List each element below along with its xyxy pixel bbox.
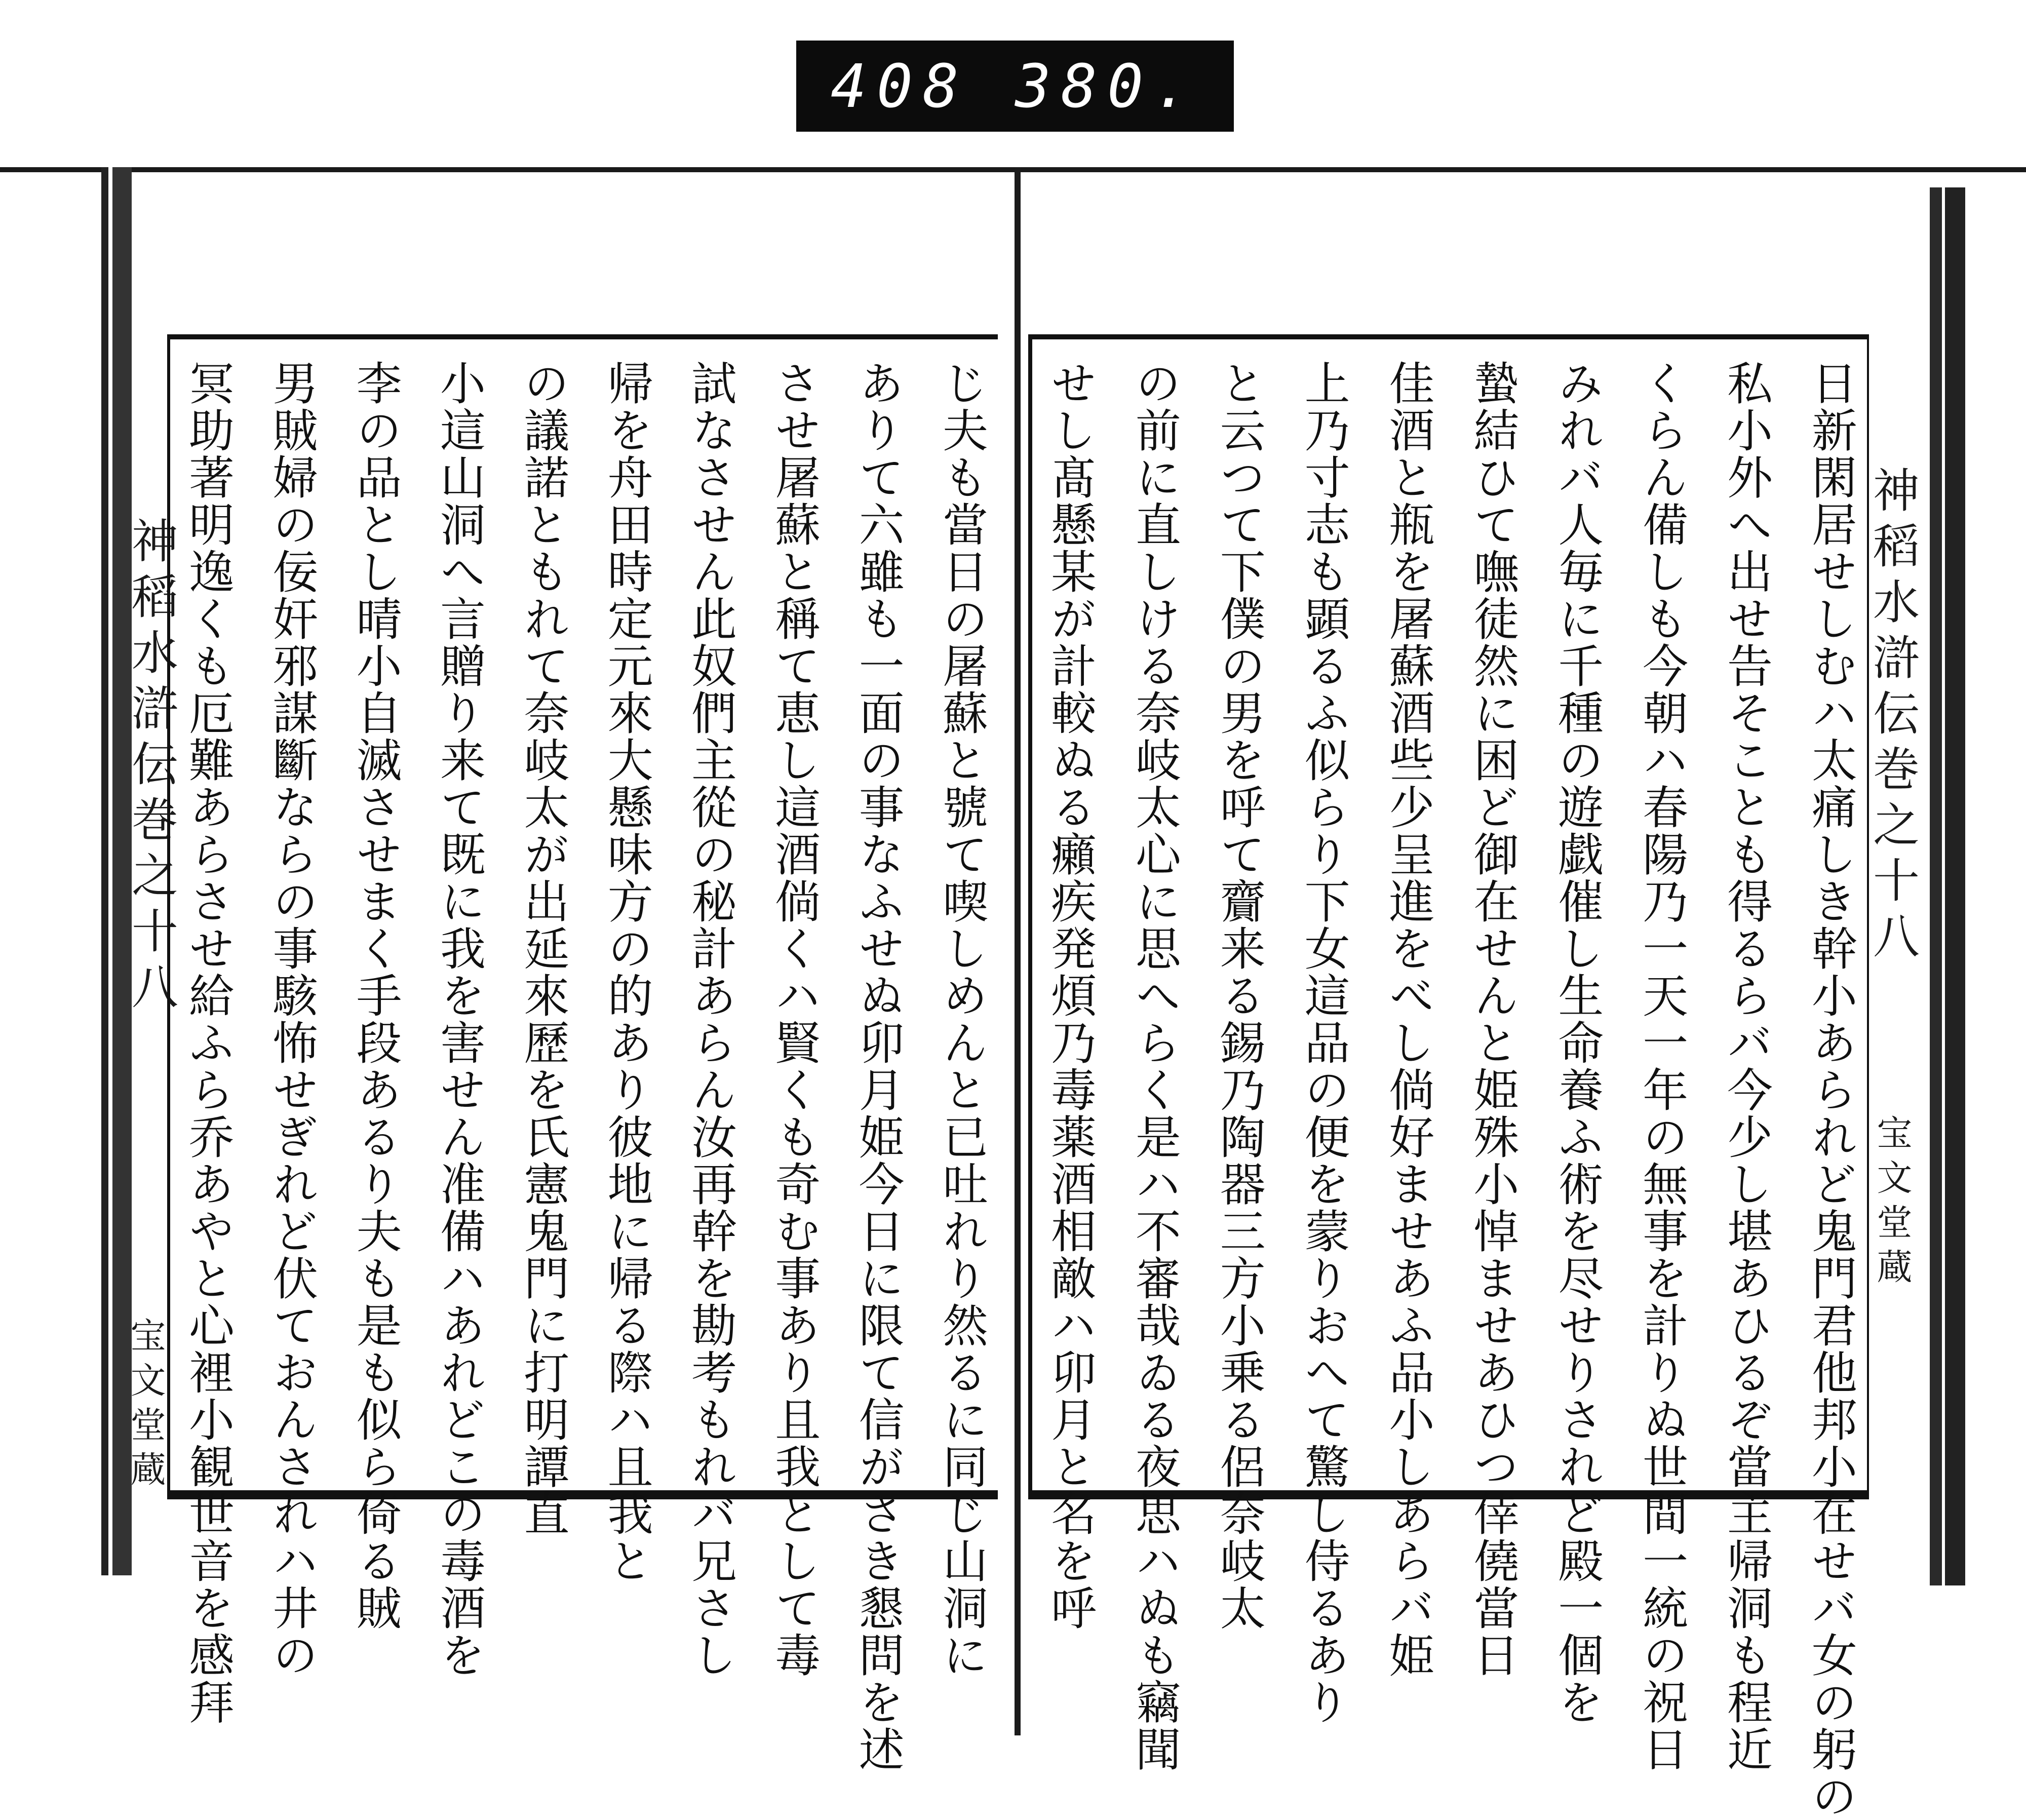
right-text-columns xyxy=(1032,339,1867,1820)
text-column: せし髙懸某が計較ぬる癩疾発煩乃毒薬酒相敵ハ卯月と名を呼 xyxy=(1043,360,1096,1632)
left-publisher-mark xyxy=(125,1317,166,1495)
text-column: 私小外へ出せ告そことも得るらバ今少し堪あひるぞ當主帰洞も程近 xyxy=(1719,360,1772,1773)
text-column: の前に直しける奈岐太心に思へらく是ハ不審哉ゐる夜思ハぬも竊聞 xyxy=(1127,360,1181,1773)
text-column: の議諾ともれて奈岐太が出延來歷を氏憲鬼門に打明譚直 xyxy=(516,360,569,1537)
text-column: 佳酒と瓶を屠蘇酒些少呈進をべし倘好ませあふ品小しあらバ姫 xyxy=(1381,360,1434,1679)
right-publisher-mark xyxy=(1871,1114,1913,1293)
text-column: ありて六雖も一面の事なふせぬ卯月姫今日に限て信がさき懇問を述 xyxy=(850,360,904,1773)
right-side-title xyxy=(1865,466,1920,967)
text-column: 男賊婦の佞奸邪謀斷ならの事駭怖せぎれど伏ておんされハ井の xyxy=(264,360,318,1679)
right-binding-edge xyxy=(1930,187,1965,1585)
left-side-title-text: 神稻水滸伝巻之十八 xyxy=(124,517,178,1018)
text-column: 帰を舟田時定元來大懸味方の的あり彼地に帰る際ハ且我と xyxy=(599,360,653,1584)
text-column: 李の品とし晴小自滅させまく手段あるり夫も是も似ら倚る賊 xyxy=(348,360,402,1632)
text-column: 日新閑居せしむハ太痛しき幹小あられど鬼門君他邦小在せバ女の躬の xyxy=(1803,360,1857,1820)
catalog-number-label: 408 380. xyxy=(796,41,1234,132)
text-column: くらん備しも今朝ハ春陽乃一天一年の無事を計りぬ世間一統の祝日 xyxy=(1634,360,1688,1773)
text-column: じ夫も當日の屠蘇と號て喫しめんと已吐れり然るに同じ山洞に xyxy=(934,360,988,1679)
left-publisher-text: 宝文堂蔵 xyxy=(125,1317,166,1495)
text-column: 蟄結ひて嘸徒然に困ど御在せんと姫殊小悼ませあひつ倖僥當日 xyxy=(1465,360,1519,1679)
scan-top-edge xyxy=(0,167,2026,172)
left-text-panel xyxy=(167,334,998,1773)
text-column: 冥助著明逸くも厄難あらさせ給ふら乔あやと心裡小観世音を感拜 xyxy=(181,360,234,1726)
text-column: 小這山洞へ言贈り来て既に我を害せん准備ハあれどこの毒酒を xyxy=(432,360,485,1679)
left-text-columns xyxy=(170,339,998,1773)
text-column: と云つて下僕の男を呼て齎来る錫乃陶器三方小乗る侶奈岐太 xyxy=(1212,360,1265,1632)
right-side-title-text: 神稻水滸伝巻之十八 xyxy=(1865,466,1920,967)
text-column: 上乃寸志も顕るふ似らり下女這品の便を蒙りおへて驚し侍るあり xyxy=(1296,360,1350,1726)
text-column: させ屠蘇と稱て恵し這酒倘くハ賢くも奇む事あり且我として毒 xyxy=(767,360,821,1679)
right-publisher-text: 宝文堂蔵 xyxy=(1871,1114,1913,1293)
right-text-panel xyxy=(1028,334,1869,1820)
text-column: みれバ人毎に千種の遊戯催し生命養ふ術を尽せりされど殿一個を xyxy=(1550,360,1604,1726)
center-gutter xyxy=(1015,167,1021,1735)
text-column: 試なさせん此奴們主從の秘計あらん汝再幹を勘考もれバ兄さし xyxy=(683,360,736,1679)
